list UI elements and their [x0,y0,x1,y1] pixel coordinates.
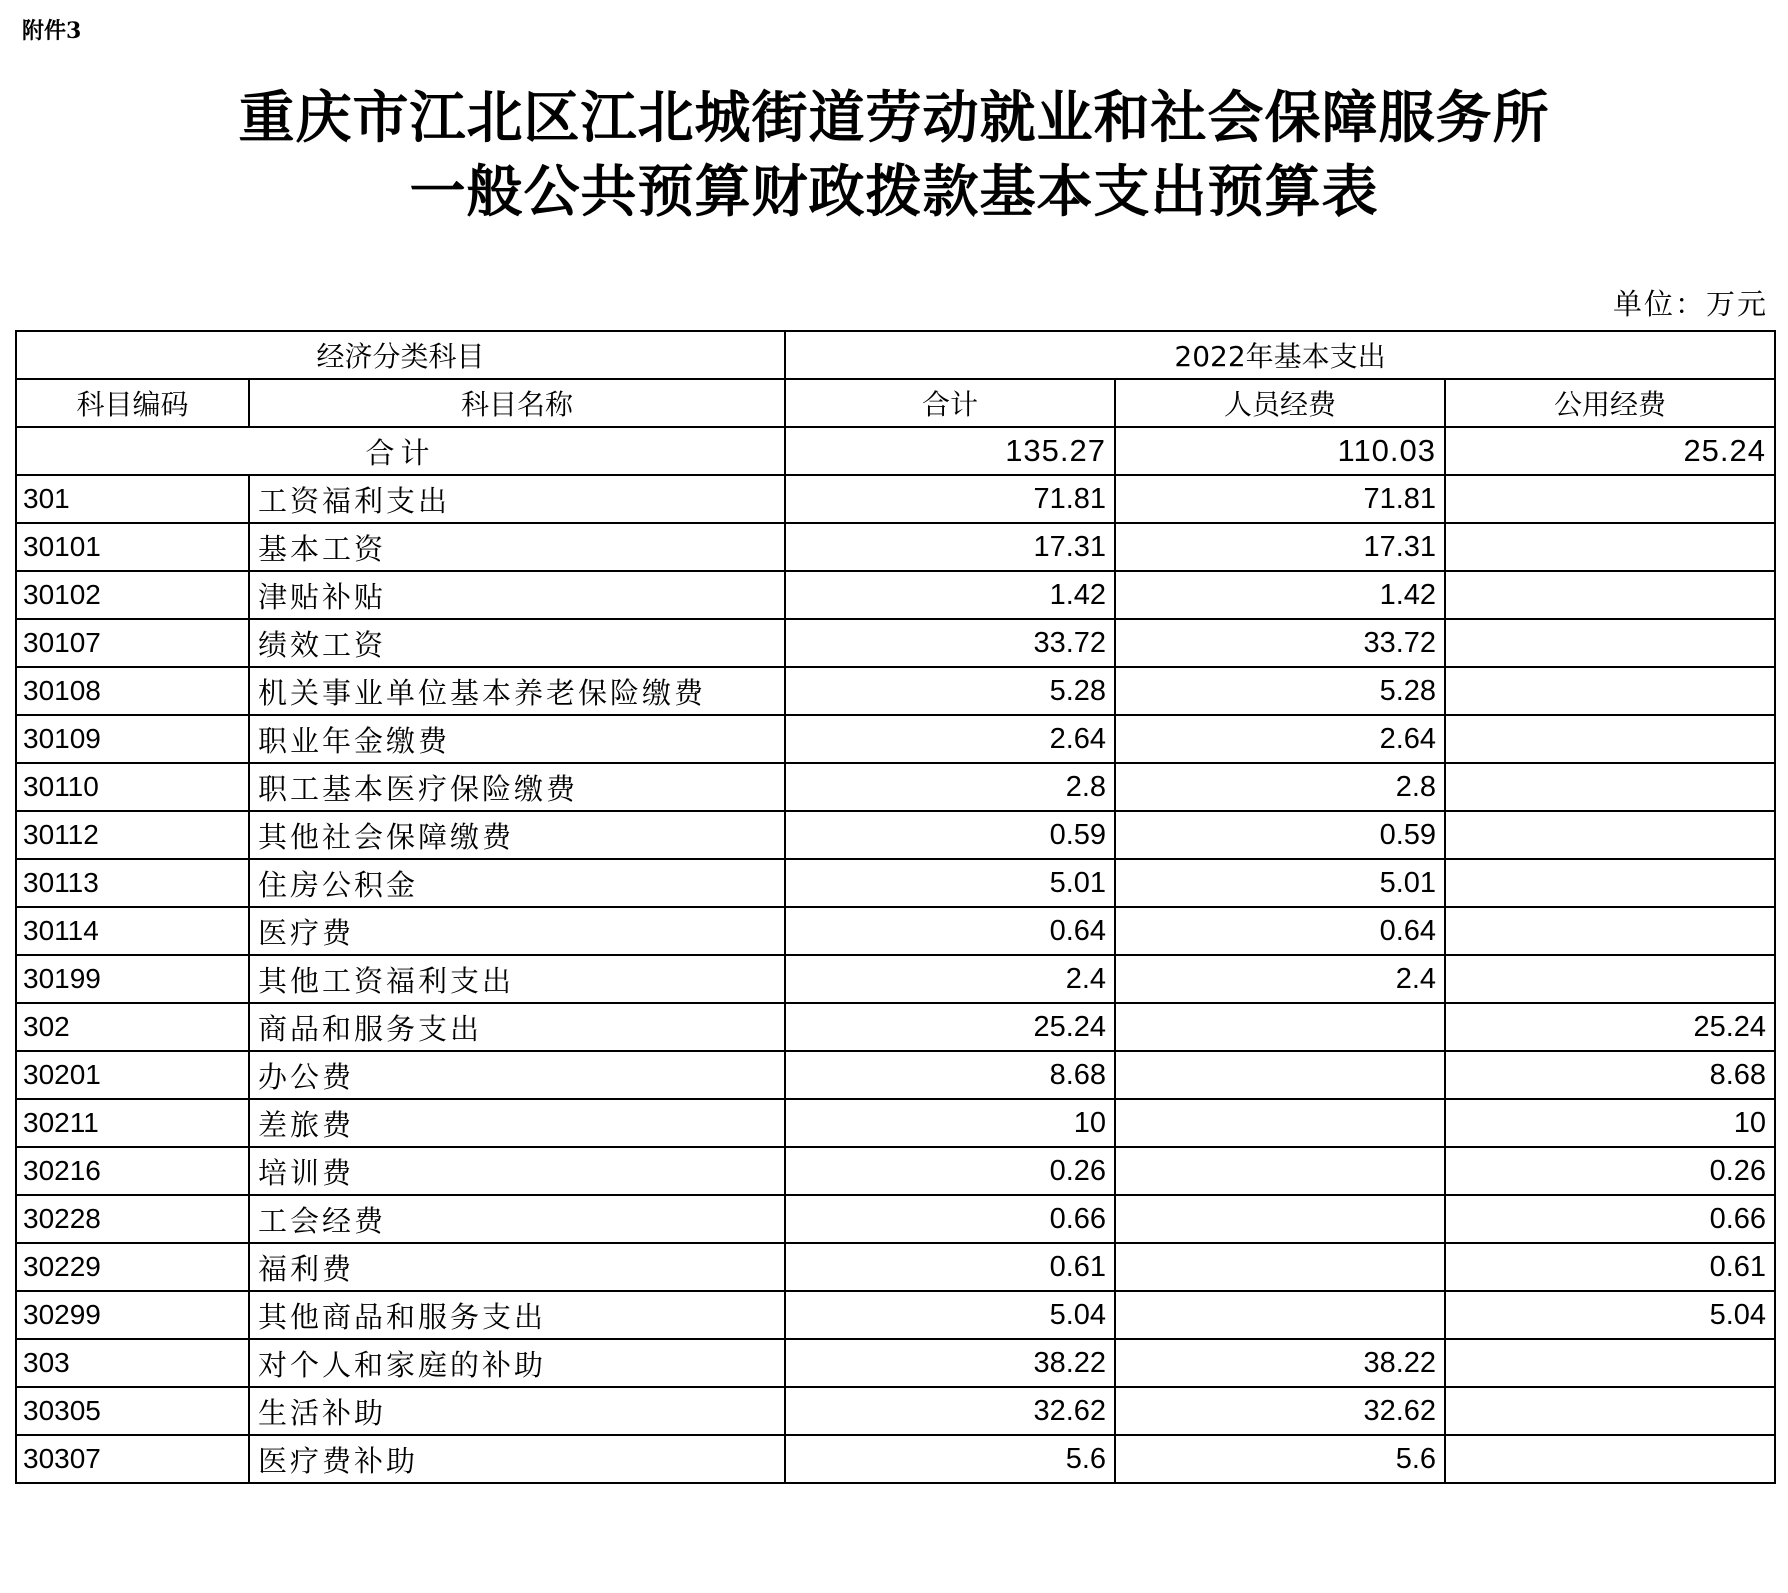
row-total: 38.22 [785,1339,1115,1387]
budget-table [15,330,1776,1484]
row-total: 32.62 [785,1387,1115,1435]
row-name: 福利费 [249,1243,785,1291]
row-name: 职工基本医疗保险缴费 [249,763,785,811]
row-name: 职业年金缴费 [249,715,785,763]
row-public: 0.61 [1445,1243,1775,1291]
table-row [16,763,1775,811]
row-code: 30211 [16,1099,249,1147]
unit-label: 单位：万元 [1612,287,1768,321]
row-public [1445,475,1775,523]
row-total: 5.28 [785,667,1115,715]
row-total: 0.64 [785,907,1115,955]
row-name: 绩效工资 [249,619,785,667]
row-code: 30107 [16,619,249,667]
row-personnel: 2.8 [1115,763,1445,811]
header-code: 科目编码 [16,379,249,427]
header-total: 合计 [785,379,1115,427]
row-public: 5.04 [1445,1291,1775,1339]
total-row-total: 135.27 [785,427,1115,475]
table-row [16,1195,1775,1243]
row-personnel: 33.72 [1115,619,1445,667]
row-public [1445,763,1775,811]
table-row [16,811,1775,859]
row-personnel [1115,1291,1445,1339]
table-row [16,667,1775,715]
row-code: 30229 [16,1243,249,1291]
row-code: 30108 [16,667,249,715]
row-code: 30299 [16,1291,249,1339]
row-public: 10 [1445,1099,1775,1147]
row-personnel: 0.59 [1115,811,1445,859]
table-row [16,1051,1775,1099]
row-public [1445,523,1775,571]
row-public [1445,811,1775,859]
row-total: 2.4 [785,955,1115,1003]
row-public [1445,715,1775,763]
table-row [16,1243,1775,1291]
row-public: 0.26 [1445,1147,1775,1195]
row-name: 商品和服务支出 [249,1003,785,1051]
row-total: 1.42 [785,571,1115,619]
row-personnel: 0.64 [1115,907,1445,955]
row-personnel: 71.81 [1115,475,1445,523]
row-public [1445,1387,1775,1435]
total-label: 合计 [16,427,785,475]
row-total: 0.59 [785,811,1115,859]
row-name: 住房公积金 [249,859,785,907]
row-public: 25.24 [1445,1003,1775,1051]
row-code: 30102 [16,571,249,619]
row-personnel: 2.64 [1115,715,1445,763]
row-total: 5.6 [785,1435,1115,1483]
row-personnel: 38.22 [1115,1339,1445,1387]
row-name: 医疗费补助 [249,1435,785,1483]
row-name: 基本工资 [249,523,785,571]
row-name: 生活补助 [249,1387,785,1435]
row-public [1445,1339,1775,1387]
row-personnel: 2.4 [1115,955,1445,1003]
row-code: 30109 [16,715,249,763]
row-personnel: 5.28 [1115,667,1445,715]
row-total: 5.04 [785,1291,1115,1339]
row-name: 其他社会保障缴费 [249,811,785,859]
column-header-row [16,379,1775,427]
row-code: 30201 [16,1051,249,1099]
page-title-line2: 一般公共预算财政拨款基本支出预算表 [409,159,1379,225]
row-total: 5.01 [785,859,1115,907]
row-code: 30307 [16,1435,249,1483]
header-personnel: 人员经费 [1115,379,1445,427]
row-total: 71.81 [785,475,1115,523]
row-code: 30305 [16,1387,249,1435]
row-name: 医疗费 [249,907,785,955]
total-row [16,427,1775,475]
table-row [16,619,1775,667]
header-name: 科目名称 [249,379,785,427]
row-public [1445,619,1775,667]
row-total: 2.64 [785,715,1115,763]
row-name: 其他工资福利支出 [249,955,785,1003]
row-total: 0.26 [785,1147,1115,1195]
table-row [16,1099,1775,1147]
table-row [16,1003,1775,1051]
row-public: 0.66 [1445,1195,1775,1243]
total-row-public: 25.24 [1445,427,1775,475]
row-code: 30216 [16,1147,249,1195]
row-public [1445,907,1775,955]
row-personnel [1115,1003,1445,1051]
row-code: 30199 [16,955,249,1003]
table-row [16,955,1775,1003]
row-personnel: 5.6 [1115,1435,1445,1483]
table-row [16,1435,1775,1483]
row-name: 工资福利支出 [249,475,785,523]
row-code: 303 [16,1339,249,1387]
row-code: 30112 [16,811,249,859]
row-total: 0.61 [785,1243,1115,1291]
group-header-row [16,331,1775,379]
table-row [16,475,1775,523]
row-name: 办公费 [249,1051,785,1099]
row-total: 33.72 [785,619,1115,667]
table-row [16,1339,1775,1387]
row-name: 对个人和家庭的补助 [249,1339,785,1387]
row-personnel: 5.01 [1115,859,1445,907]
row-personnel [1115,1051,1445,1099]
row-total: 2.8 [785,763,1115,811]
row-total: 25.24 [785,1003,1115,1051]
header-economic-category: 经济分类科目 [16,331,785,379]
row-code: 30110 [16,763,249,811]
row-name: 培训费 [249,1147,785,1195]
row-personnel: 1.42 [1115,571,1445,619]
row-public [1445,955,1775,1003]
row-code: 30101 [16,523,249,571]
table-row [16,1387,1775,1435]
page-title-line1: 重庆市江北区江北城街道劳动就业和社会保障服务所 [238,85,1550,151]
table-row [16,907,1775,955]
row-public [1445,859,1775,907]
row-name: 工会经费 [249,1195,785,1243]
row-public: 8.68 [1445,1051,1775,1099]
row-personnel [1115,1147,1445,1195]
row-total: 17.31 [785,523,1115,571]
row-code: 301 [16,475,249,523]
header-public: 公用经费 [1445,379,1775,427]
row-personnel [1115,1099,1445,1147]
table-row [16,1291,1775,1339]
row-name: 其他商品和服务支出 [249,1291,785,1339]
row-code: 30113 [16,859,249,907]
row-code: 30228 [16,1195,249,1243]
row-personnel: 32.62 [1115,1387,1445,1435]
row-code: 302 [16,1003,249,1051]
row-personnel [1115,1243,1445,1291]
row-total: 10 [785,1099,1115,1147]
header-basic-expenditure: 2022年基本支出 [785,331,1775,379]
row-code: 30114 [16,907,249,955]
row-personnel [1115,1195,1445,1243]
row-public [1445,1435,1775,1483]
row-public [1445,571,1775,619]
table-row [16,715,1775,763]
row-name: 差旅费 [249,1099,785,1147]
table-row [16,859,1775,907]
table-row [16,1147,1775,1195]
row-total: 8.68 [785,1051,1115,1099]
row-name: 机关事业单位基本养老保险缴费 [249,667,785,715]
row-personnel: 17.31 [1115,523,1445,571]
table-row [16,523,1775,571]
attachment-label: 附件3 [22,18,82,44]
row-name: 津贴补贴 [249,571,785,619]
row-total: 0.66 [785,1195,1115,1243]
row-public [1445,667,1775,715]
total-row-personnel: 110.03 [1115,427,1445,475]
table-row [16,571,1775,619]
